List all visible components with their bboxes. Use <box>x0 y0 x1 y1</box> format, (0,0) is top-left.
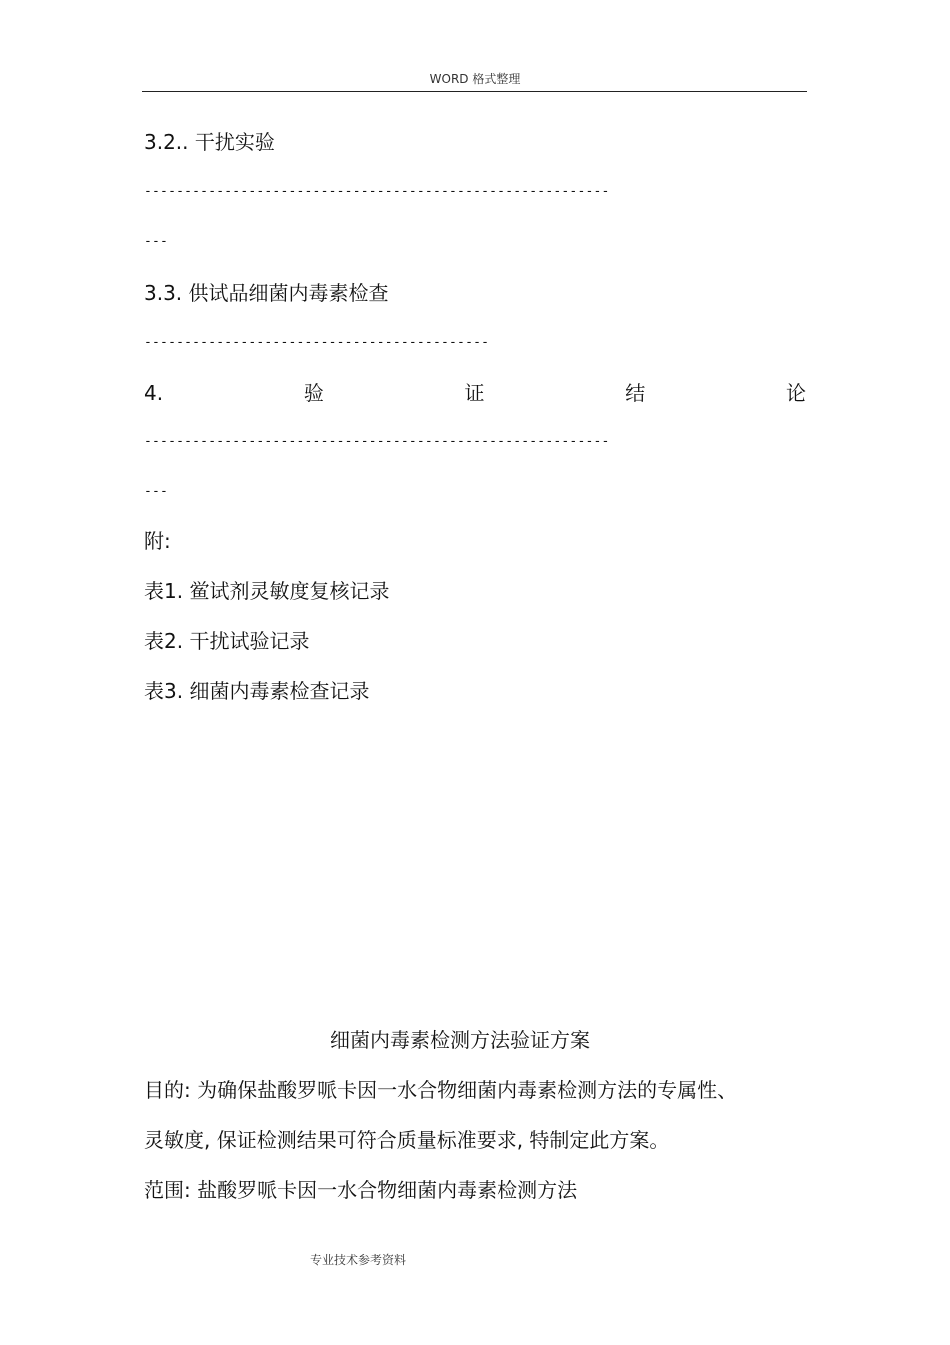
appendix-table-2: 表2. 干扰试验记录 <box>144 629 310 653</box>
appendix-label: 附: <box>144 529 171 553</box>
appendix-table-1: 表1. 鲎试剂灵敏度复核记录 <box>144 579 390 603</box>
appendix-table-3: 表3. 细菌内毒素检查记录 <box>144 679 370 703</box>
toc-item-4-number: 4. <box>144 381 164 405</box>
toc-item-4 <box>144 381 806 405</box>
purpose-paragraph-line-2: 灵敏度, 保证检测结果可符合质量标准要求, 特制定此方案。 <box>144 1128 670 1152</box>
toc-leader-dashes-tail: --- <box>144 484 169 499</box>
toc-item-4-word: 论 <box>785 381 806 405</box>
header-divider <box>142 91 807 92</box>
page-footer: 专业技术参考资料 <box>310 1253 407 1267</box>
toc-item-3-2: 3.2.. 干扰实验 <box>144 130 275 154</box>
page-header: WORD 格式整理 <box>429 72 521 86</box>
toc-item-4-word: 验 <box>303 381 324 405</box>
toc-item-4-word: 结 <box>625 381 646 405</box>
toc-item-3-3: 3.3. 供试品细菌内毒素检查 <box>144 281 389 305</box>
purpose-paragraph-line-1: 目的: 为确保盐酸罗哌卡因一水合物细菌内毒素检测方法的专属性、 <box>144 1078 738 1102</box>
toc-item-4-word: 证 <box>464 381 485 405</box>
toc-leader-dashes: ------------------------------------------- <box>144 335 490 350</box>
toc-leader-dashes: ---------------------------------------------------------- <box>144 184 610 199</box>
scope-paragraph: 范围: 盐酸罗哌卡因一水合物细菌内毒素检测方法 <box>144 1178 578 1202</box>
document-title: 细菌内毒素检测方法验证方案 <box>330 1028 590 1052</box>
toc-leader-dashes: ---------------------------------------------------------- <box>144 434 610 449</box>
toc-leader-dashes-tail: --- <box>144 234 169 249</box>
